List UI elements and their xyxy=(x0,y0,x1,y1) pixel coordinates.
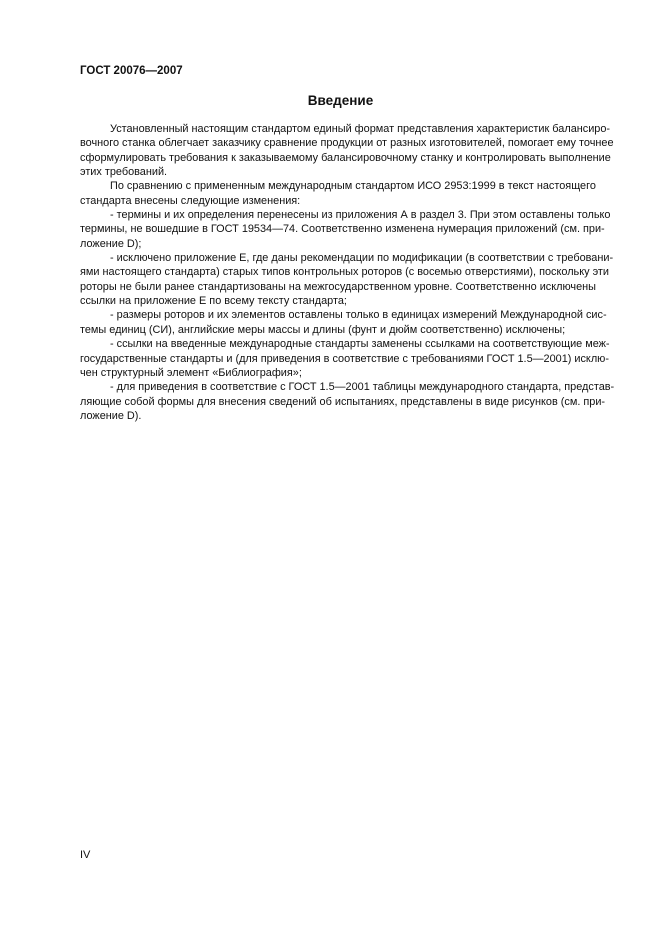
text-line: стандарта внесены следующие изменения: xyxy=(80,194,301,207)
page-number: IV xyxy=(80,849,91,861)
text-line: - для приведения в соответствие с ГОСТ 1.5—2001 таблицы международного стандарта, представ- xyxy=(110,381,615,394)
text-line: этих требований. xyxy=(80,166,168,179)
text-line: термины, не вошедшие в ГОСТ 19534—74. Соответственно изменена нумерация приложений (см. при- xyxy=(80,223,605,236)
document-id-header: ГОСТ 20076—2007 xyxy=(80,65,183,77)
text-line: - термины и их определения перенесены из приложения А в раздел 3. При этом оставлены только xyxy=(110,209,611,222)
text-line: - размеры роторов и их элементов оставлены только в единицах измерений Международной сис- xyxy=(110,309,607,322)
text-line: ссылки на приложение Е по всему тексту стандарта; xyxy=(80,295,347,308)
text-line: чен структурный элемент «Библиография»; xyxy=(80,366,302,379)
text-line: государственные стандарты и (для приведения в соответствие с требованиями ГОСТ 1.5—2001) исклю- xyxy=(80,352,609,365)
text-line: По сравнению с примененным международным стандартом ИСО 2953:1999 в текст настоящего xyxy=(110,180,596,193)
text-line: ляющие собой формы для внесения сведений об испытаниях, представлены в виде рисунков (см. при- xyxy=(80,395,606,408)
text-line: ложение D); xyxy=(80,237,142,250)
text-line: - ссылки на введенные международные стандарты заменены ссылками на соответствующие меж- xyxy=(110,338,610,351)
text-line: Установленный настоящим стандартом единый формат представления характеристик балансиро- xyxy=(110,123,611,135)
introduction-body xyxy=(80,122,615,423)
text-line: сформулировать требования к заказываемому балансировочному станку и контролировать выполнение xyxy=(80,151,611,164)
text-line: - исключено приложение Е, где даны рекомендации по модификации (в соответствии с требовани- xyxy=(110,252,614,265)
section-title: Введение xyxy=(307,93,374,108)
text-line: ложение D). xyxy=(80,409,142,422)
text-line: темы единиц (СИ), английские меры массы и длины (фунт и дюйм соответственно) исключены; xyxy=(80,323,566,336)
text-line: роторы не были ранее стандартизованы на межгосударственном уровне. Соответственно исключены xyxy=(80,280,596,293)
text-line: ями настоящего стандарта) старых типов контрольных роторов (с восемью отверстиями), поскольку эти xyxy=(80,266,609,279)
text-line: вочного станка облегчает заказчику сравнение продукции от разных изготовителей, помогает ему точнее xyxy=(80,137,614,150)
